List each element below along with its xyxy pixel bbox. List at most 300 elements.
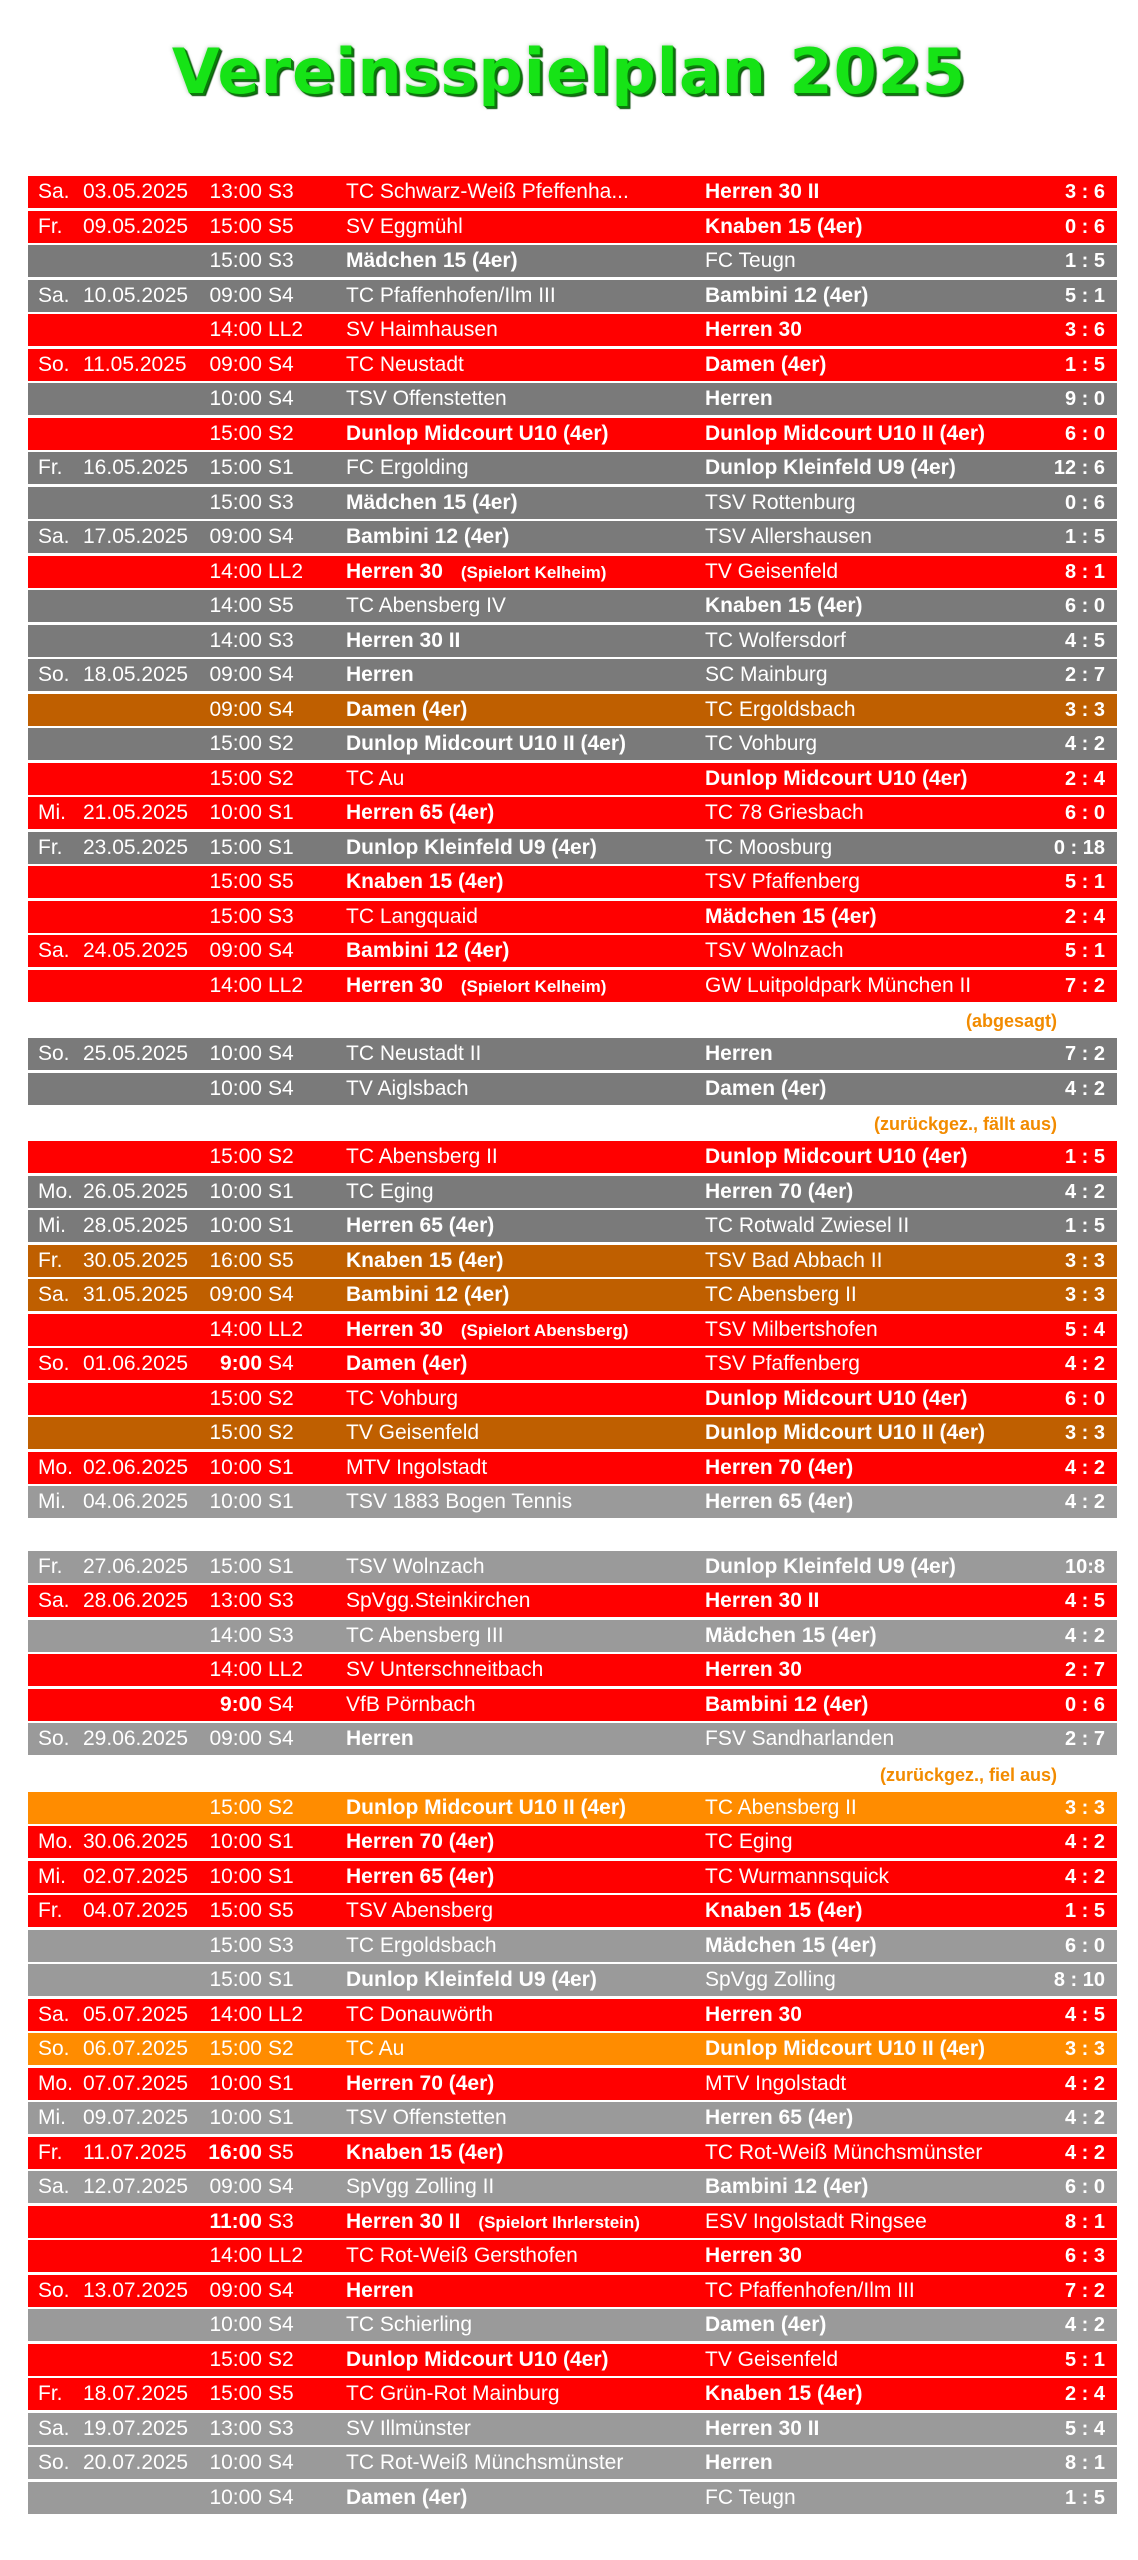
home-team [346, 1314, 728, 1347]
home-team [346, 970, 728, 1003]
match-score: 7 : 2 [1064, 1043, 1105, 1065]
guest-team: Knaben 15 (4er) [705, 2382, 863, 2405]
home-team [346, 2344, 728, 2376]
table-row [28, 487, 1117, 519]
match-score: 4 : 2 [1064, 1624, 1105, 1647]
page-title: Vereinsspielplan 2025 [171, 35, 967, 108]
match-day: Mo. [38, 2071, 74, 2095]
guest-team: TC Ergoldsbach [705, 697, 856, 721]
table-row [28, 694, 1117, 726]
match-time: 15:00 [209, 1421, 262, 1444]
match-score: 1 : 5 [1064, 353, 1105, 376]
match-score: 5 : 4 [1064, 2417, 1105, 2440]
match-date: 28.05.2025 [83, 1214, 189, 1237]
home-team-name: SpVgg Zolling II [346, 2175, 495, 2198]
guest-team: Dunlop Midcourt U10 (4er) [705, 1145, 968, 1168]
match-day: Sa. [38, 2416, 70, 2440]
match-day: Mo. [38, 1830, 74, 1853]
home-team [346, 1620, 728, 1652]
guest-team: Herren 70 (4er) [705, 1179, 854, 1203]
table-row [28, 1895, 1117, 1927]
match-time: 10:00 [209, 2485, 262, 2509]
match-score: 2 : 4 [1064, 905, 1105, 928]
table-row [28, 763, 1117, 795]
home-team-name: Bambini 12 (4er) [346, 1283, 510, 1306]
guest-team: Herren 30 II [705, 2416, 820, 2440]
match-time: 15:00 [209, 870, 262, 893]
home-team [346, 1964, 728, 1996]
table-row [28, 1176, 1117, 1208]
home-team [346, 280, 728, 312]
home-team-name: Damen (4er) [346, 697, 468, 721]
home-team-name: Herren 30 II [346, 628, 461, 652]
match-league: S5 [268, 2382, 294, 2405]
match-score: 12 : 6 [1053, 457, 1105, 479]
match-score: 5 : 1 [1064, 871, 1105, 893]
home-team [346, 1452, 728, 1484]
match-league: LL2 [268, 1658, 304, 1681]
match-league: S1 [268, 1554, 294, 1578]
match-league: S4 [268, 352, 294, 376]
match-time: 10:00 [209, 2451, 262, 2474]
table-row [28, 2344, 1117, 2376]
table-row [28, 2137, 1117, 2169]
schedule-table [28, 176, 1117, 2516]
match-score: 1 : 5 [1064, 526, 1105, 548]
match-time: 15:00 [209, 732, 262, 755]
match-day: Sa. [38, 1283, 70, 1306]
table-row [28, 521, 1117, 553]
table-row [28, 2378, 1117, 2410]
guest-team: Dunlop Midcourt U10 II (4er) [705, 2037, 986, 2060]
match-score: 6 : 3 [1064, 2245, 1105, 2267]
match-date: 09.07.2025 [83, 2106, 189, 2129]
match-score: 4 : 2 [1064, 2072, 1105, 2095]
guest-team: FC Teugn [705, 249, 796, 272]
match-score: 1 : 5 [1064, 1215, 1105, 1237]
home-team [346, 1861, 728, 1893]
guest-team: SpVgg Zolling [705, 1968, 836, 1991]
match-league: LL2 [268, 318, 304, 341]
match-day: So. [38, 352, 70, 376]
home-team [346, 866, 728, 898]
table-row [28, 418, 1117, 450]
table-row [28, 211, 1117, 243]
match-league: S4 [268, 939, 294, 962]
guest-team: TSV Rottenburg [705, 490, 856, 514]
match-score: 6 : 0 [1064, 1387, 1105, 1410]
match-day: Mi. [38, 1214, 66, 1237]
match-date: 19.07.2025 [83, 2416, 189, 2440]
table-row [28, 901, 1117, 933]
match-time: 14:00 [209, 973, 262, 997]
home-team [346, 1210, 728, 1242]
guest-team: TSV Pfaffenberg [705, 870, 860, 893]
match-score: 3 : 3 [1064, 1249, 1105, 1272]
match-day: Sa. [38, 939, 70, 962]
match-time: 11:00 [209, 2209, 262, 2233]
table-row [28, 1279, 1117, 1311]
match-league: S4 [268, 663, 294, 686]
home-team [346, 383, 728, 415]
guest-team: Mädchen 15 (4er) [705, 904, 877, 928]
home-team-name: TC Abensberg III [346, 1623, 504, 1647]
match-time: 16:00 [208, 2140, 262, 2164]
match-league: S3 [268, 628, 294, 652]
home-team [346, 1723, 728, 1755]
match-time: 16:00 [209, 1248, 262, 1272]
table-row [28, 1654, 1117, 1686]
table-row [28, 1792, 1117, 1824]
match-league: S4 [268, 2451, 294, 2474]
home-team [346, 2171, 728, 2203]
match-league: S2 [268, 1795, 294, 1819]
match-league: S3 [268, 490, 294, 514]
guest-team: Herren 65 (4er) [705, 1490, 854, 1513]
match-time: 10:00 [209, 1864, 262, 1888]
match-score: 3 : 3 [1064, 2038, 1105, 2060]
home-team-name: TC Rot-Weiß Münchsmünster [346, 2451, 624, 2474]
match-day: Sa. [38, 2002, 70, 2026]
match-time: 14:00 [209, 2002, 262, 2026]
home-team-name: FC Ergolding [346, 456, 469, 479]
home-team [346, 1279, 728, 1311]
home-team [346, 2482, 728, 2514]
guest-team: Herren [705, 1042, 773, 1065]
match-score: 5 : 4 [1064, 1318, 1105, 1341]
match-time: 13:00 [209, 1589, 262, 1612]
match-league: S3 [268, 180, 294, 203]
match-league: S1 [268, 2106, 294, 2129]
guest-team: Herren 30 [705, 2244, 802, 2267]
match-score: 7 : 2 [1064, 974, 1105, 997]
home-team [346, 1792, 728, 1824]
home-team-name: TSV Abensberg [346, 1899, 494, 1922]
match-time: 09:00 [209, 939, 262, 962]
match-date: 07.07.2025 [83, 2071, 189, 2095]
venue-label: (Spielort Ihrlerstein) [478, 2212, 640, 2232]
home-team-name: TC Neustadt II [346, 1042, 482, 1065]
match-league: S4 [268, 697, 294, 721]
home-team [346, 2102, 728, 2134]
home-team-name: Herren 30 II [346, 2209, 461, 2233]
match-score: 3 : 6 [1064, 319, 1105, 341]
match-time: 10:00 [209, 1455, 262, 1479]
guest-team: Bambini 12 (4er) [705, 2175, 869, 2198]
home-team [346, 452, 728, 484]
match-time: 14:00 [209, 628, 262, 652]
table-row [28, 1930, 1117, 1962]
match-day: Fr. [38, 835, 63, 859]
match-score: 4 : 2 [1064, 1353, 1105, 1375]
match-score: 4 : 5 [1064, 2003, 1105, 2026]
match-league: S4 [268, 525, 294, 548]
guest-team: Bambini 12 (4er) [705, 1692, 869, 1716]
match-date: 20.07.2025 [83, 2451, 189, 2474]
table-row [28, 1551, 1117, 1583]
match-league: S5 [268, 214, 294, 238]
guest-team: TC Abensberg II [705, 1283, 857, 1306]
home-team [346, 935, 728, 967]
match-score: 4 : 5 [1064, 1590, 1105, 1612]
match-time: 10:00 [209, 1179, 262, 1203]
home-team-name: Mädchen 15 (4er) [346, 249, 518, 272]
home-team [346, 797, 728, 829]
match-time: 15:00 [209, 249, 262, 272]
match-time: 13:00 [209, 2416, 262, 2440]
match-date: 02.06.2025 [83, 1455, 189, 1479]
guest-team: Mädchen 15 (4er) [705, 1623, 877, 1647]
table-row [28, 314, 1117, 346]
home-team-name: Dunlop Midcourt U10 (4er) [346, 2347, 609, 2371]
home-team [346, 418, 728, 450]
match-note: (zurückgez., fiel aus) [879, 1764, 1057, 1785]
match-time: 10:00 [209, 1076, 262, 1100]
match-day: Fr. [38, 214, 63, 238]
match-league: LL2 [268, 559, 304, 583]
match-day: So. [38, 1352, 70, 1375]
home-team-name: TC Vohburg [346, 1386, 459, 1410]
match-day: Sa. [38, 525, 70, 548]
table-row [28, 2275, 1117, 2307]
match-date: 01.06.2025 [83, 1352, 189, 1375]
match-time: 9:00 [219, 1352, 262, 1375]
guest-team: Herren [705, 387, 773, 410]
home-team-name: Herren [346, 1727, 414, 1750]
guest-team: TC Moosburg [705, 835, 833, 859]
match-score: 5 : 1 [1064, 940, 1105, 962]
table-row [28, 1141, 1117, 1173]
home-team [346, 2240, 728, 2272]
match-date: 17.05.2025 [83, 525, 189, 548]
home-team [346, 2413, 728, 2445]
match-date: 24.05.2025 [83, 939, 189, 962]
table-row [28, 556, 1117, 588]
match-league: S2 [268, 766, 294, 790]
match-score: 1 : 5 [1064, 2486, 1105, 2509]
guest-team: MTV Ingolstadt [705, 2071, 847, 2095]
guest-team: TSV Bad Abbach II [705, 1248, 883, 1272]
match-date: 21.05.2025 [83, 801, 189, 824]
table-row [28, 935, 1117, 967]
home-team [346, 1551, 728, 1583]
match-score: 4 : 2 [1064, 2107, 1105, 2129]
match-time: 14:00 [209, 1317, 262, 1341]
match-day: Mo. [38, 1455, 74, 1479]
match-league: S5 [268, 1899, 294, 1922]
guest-team: TSV Pfaffenberg [705, 1352, 860, 1375]
table-row [28, 1210, 1117, 1242]
match-score: 2 : 7 [1064, 1728, 1105, 1750]
match-score: 1 : 5 [1064, 1146, 1105, 1168]
match-score: 3 : 6 [1064, 181, 1105, 203]
match-date: 12.07.2025 [83, 2175, 189, 2198]
match-league: LL2 [268, 1317, 304, 1341]
guest-team: TC Wolfersdorf [705, 628, 846, 652]
match-league: S2 [268, 1421, 294, 1444]
match-day: So. [38, 663, 70, 686]
match-league: S1 [268, 1830, 294, 1853]
table-row [28, 2171, 1117, 2203]
match-time: 10:00 [209, 2071, 262, 2095]
match-date: 27.06.2025 [83, 1554, 189, 1578]
match-day: Sa. [38, 1589, 70, 1612]
match-time: 09:00 [209, 283, 262, 307]
match-score: 2 : 4 [1064, 767, 1105, 790]
home-team [346, 1930, 728, 1962]
match-time: 14:00 [209, 1658, 262, 1681]
home-team-name: Dunlop Midcourt U10 II (4er) [346, 1795, 627, 1819]
match-time: 10:00 [209, 1490, 262, 1513]
table-row [28, 2240, 1117, 2272]
match-league: LL2 [268, 2244, 304, 2267]
match-league: S1 [268, 1214, 294, 1237]
match-time: 14:00 [209, 2244, 262, 2267]
match-time: 15:00 [209, 835, 262, 859]
home-team [346, 176, 728, 208]
match-day: Mo. [38, 1179, 74, 1203]
home-team-name: TSV 1883 Bogen Tennis [346, 1490, 573, 1513]
table-row [28, 2482, 1117, 2514]
home-team [346, 625, 728, 657]
match-time: 09:00 [209, 352, 262, 376]
match-score: 1 : 5 [1064, 1900, 1105, 1922]
home-team [346, 728, 728, 760]
home-team [346, 901, 728, 933]
venue-label: (Spielort Abensberg) [460, 1320, 629, 1340]
match-date: 30.05.2025 [83, 1248, 189, 1272]
match-score: 3 : 3 [1064, 1422, 1105, 1444]
match-time: 15:00 [209, 214, 262, 238]
home-team [346, 2068, 728, 2100]
guest-team: Damen (4er) [705, 1076, 827, 1100]
match-time: 14:00 [209, 318, 262, 341]
match-day: So. [38, 1042, 70, 1065]
match-time: 15:00 [209, 2037, 262, 2060]
guest-team: TSV Milbertshofen [705, 1317, 878, 1341]
guest-team: TV Geisenfeld [705, 559, 839, 583]
match-score: 2 : 7 [1064, 1659, 1105, 1681]
match-time: 15:00 [209, 1795, 262, 1819]
match-time: 10:00 [209, 1042, 262, 1065]
guest-team: TV Geisenfeld [705, 2347, 839, 2371]
table-row [28, 2206, 1117, 2238]
table-row [28, 176, 1117, 208]
home-team [346, 2137, 728, 2169]
match-league: S5 [268, 2140, 294, 2164]
match-time: 14:00 [209, 1623, 262, 1647]
table-row [28, 2033, 1117, 2065]
match-note: (abgesagt) [965, 1011, 1057, 1031]
match-day: Fr. [38, 2140, 63, 2164]
home-team-name: Mädchen 15 (4er) [346, 490, 518, 514]
match-day: Sa. [38, 180, 70, 203]
match-league: S2 [268, 1386, 294, 1410]
match-league: S2 [268, 1145, 294, 1168]
match-league: S1 [268, 1179, 294, 1203]
home-team-name: Dunlop Kleinfeld U9 (4er) [346, 835, 597, 859]
guest-team: Herren 70 (4er) [705, 1455, 854, 1479]
match-league: S4 [268, 283, 294, 307]
match-score: 4 : 2 [1064, 1491, 1105, 1513]
match-score: 6 : 0 [1064, 802, 1105, 824]
table-row [28, 1348, 1117, 1380]
home-team-name: Knaben 15 (4er) [346, 1248, 504, 1272]
match-day: So. [38, 2278, 70, 2302]
home-team [346, 1826, 728, 1858]
match-day: Sa. [38, 283, 70, 307]
home-team-name: Herren 30 [346, 973, 443, 997]
guest-team: Knaben 15 (4er) [705, 214, 863, 238]
match-league: S3 [268, 1933, 294, 1957]
home-team-name: TV Aiglsbach [346, 1076, 469, 1100]
home-team [346, 2206, 728, 2239]
home-team [346, 1348, 728, 1380]
home-team-name: VfB Pörnbach [346, 1692, 476, 1716]
table-row [28, 280, 1117, 312]
table-row [28, 832, 1117, 864]
home-team-name: Herren [346, 2278, 414, 2302]
match-league: S4 [268, 2485, 294, 2509]
home-team [346, 245, 728, 277]
match-date: 11.07.2025 [83, 2140, 187, 2164]
home-team [346, 1141, 728, 1173]
guest-team: TSV Allershausen [705, 525, 872, 548]
match-time: 09:00 [209, 697, 262, 721]
table-row [28, 625, 1117, 657]
match-time: 15:00 [209, 1933, 262, 1957]
guest-team: TC Wurmannsquick [705, 1864, 889, 1888]
match-date: 16.05.2025 [83, 456, 189, 479]
match-time: 15:00 [209, 1968, 262, 1991]
match-league: S5 [268, 1248, 294, 1272]
match-time: 15:00 [209, 2347, 262, 2371]
table-row [28, 797, 1117, 829]
home-team [346, 1585, 728, 1617]
match-day: Mi. [38, 2106, 66, 2129]
guest-team: Dunlop Kleinfeld U9 (4er) [705, 1554, 956, 1578]
guest-team: SC Mainburg [705, 663, 828, 686]
table-row [28, 1245, 1117, 1277]
table-row [28, 1038, 1117, 1070]
home-team-name: TC Abensberg II [346, 1145, 498, 1168]
guest-team: Knaben 15 (4er) [705, 1899, 863, 1922]
match-league: S1 [268, 1968, 294, 1991]
home-team-name: Dunlop Midcourt U10 (4er) [346, 421, 609, 445]
table-row [28, 590, 1117, 622]
match-league: S5 [268, 870, 294, 893]
guest-team: Bambini 12 (4er) [705, 283, 869, 307]
match-league: LL2 [268, 2002, 304, 2026]
match-league: S4 [268, 1352, 294, 1375]
home-team [346, 832, 728, 864]
guest-team: TC Rotwald Zwiesel II [705, 1214, 910, 1237]
table-row [28, 1723, 1117, 1755]
guest-team: TC Rot-Weiß Münchsmünster [705, 2140, 983, 2164]
match-date: 04.07.2025 [83, 1899, 189, 1922]
match-day: Sa. [38, 2175, 70, 2198]
match-date: 18.07.2025 [83, 2382, 189, 2405]
match-date: 30.06.2025 [83, 1830, 189, 1853]
match-league: S4 [268, 1283, 294, 1306]
guest-team: Herren 65 (4er) [705, 2106, 854, 2129]
home-team [346, 659, 728, 691]
match-score: 6 : 0 [1064, 422, 1105, 445]
guest-team: ESV Ingolstadt Ringsee [705, 2209, 927, 2233]
guest-team: GW Luitpoldpark München II [705, 973, 972, 997]
home-team-name: TC Au [346, 2037, 405, 2060]
home-team [346, 349, 728, 381]
